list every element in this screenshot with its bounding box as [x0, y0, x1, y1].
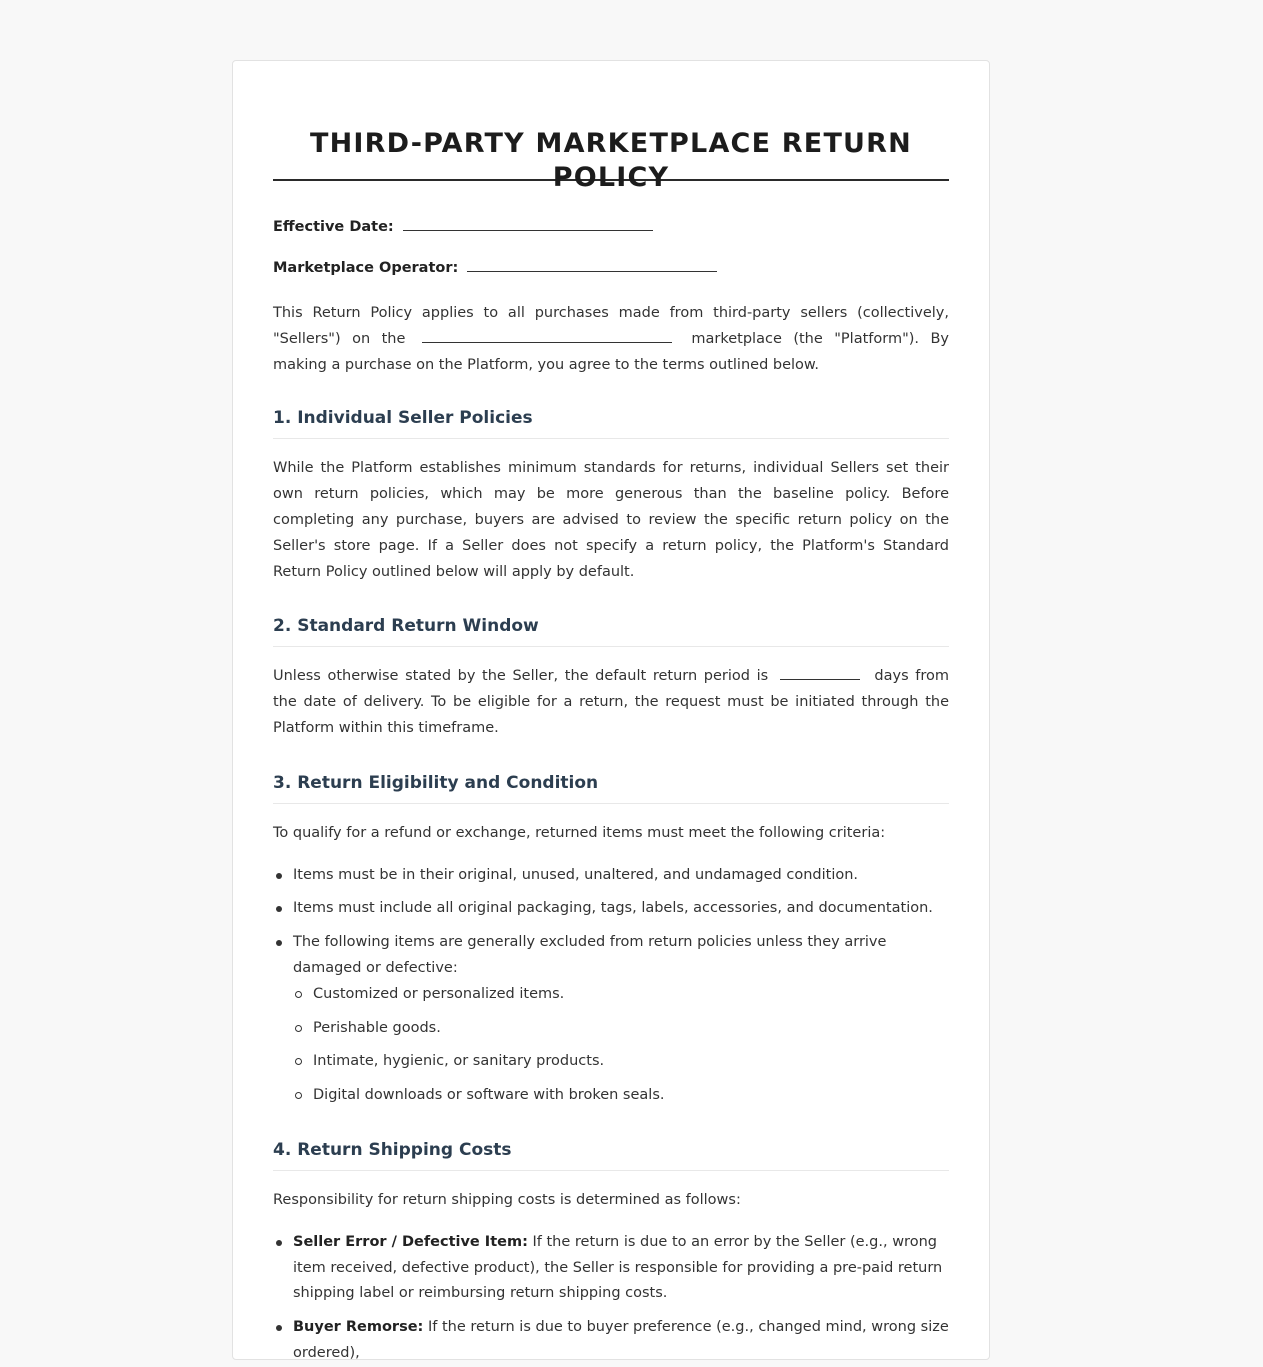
sublist-item-text: Intimate, hygienic, or sanitary products. [313, 1053, 605, 1070]
section-1-body: While the Platform establishes minimum standards for returns, individual Sellers set their own return policies, which may be more generous than the baseline policy. Before completing any purchase, buyers are advised to review the specific return policy on the Seller's store page. If a Seller does not specify a return policy, the Platform's Standard Return Policy outlined below will apply by default. [273, 460, 949, 580]
circle-bullet-icon [295, 1058, 302, 1065]
bullet-icon [276, 873, 282, 879]
circle-bullet-icon [295, 1092, 302, 1099]
bullet-icon [276, 940, 282, 946]
document-title: THIRD-PARTY MARKETPLACE RETURN POLICY [310, 128, 912, 193]
section-2-body [273, 664, 949, 741]
intro-text-part2: marketplace (the "Platform"). By making a purchase on the Platform, you agree to the terms outlined below. [273, 330, 950, 373]
circle-bullet-icon [295, 1025, 302, 1032]
bullet-icon [276, 1325, 282, 1331]
sublist-item-text: Customized or personalized items. [313, 985, 565, 1002]
return-days-blank[interactable] [780, 679, 860, 680]
list-item [273, 1315, 949, 1367]
list-item-text: Items must be in their original, unused, unaltered, and undamaged condition. [293, 866, 859, 883]
sublist-item-text: Digital downloads or software with broken seals. [313, 1087, 665, 1104]
effective-date-field [273, 215, 949, 235]
bullet-icon [276, 906, 282, 912]
section-1-heading: 1. Individual Seller Policies [273, 407, 949, 439]
sublist-item [293, 1083, 949, 1109]
list-item-text: The following items are generally excluded from return policies unless they arrive damaged or defective: [293, 934, 887, 976]
list-item-text: If the return is due to buyer preference (e.g., changed mind, wrong size ordered), [293, 1319, 949, 1361]
shipping-costs-list [273, 1230, 949, 1367]
section-3-intro: To qualify for a refund or exchange, returned items must meet the following criteria: [273, 824, 886, 841]
bullet-icon [276, 1240, 282, 1246]
marketplace-name-blank[interactable] [422, 342, 672, 343]
effective-date-label: Effective Date: [273, 219, 394, 235]
sublist-item [293, 982, 949, 1008]
circle-bullet-icon [295, 991, 302, 998]
list-item-text: If the return is due to an error by the Seller (e.g., wrong item received, defective product), the Seller is responsible for providing a pre-paid return shipping label or reimbursing return shipping costs. [293, 1233, 943, 1302]
sublist-item [293, 1049, 949, 1075]
section-2-heading: 2. Standard Return Window [273, 615, 949, 647]
return-window-text-part1: Unless otherwise stated by the Seller, the default return period is [273, 668, 769, 685]
section-3-heading: 3. Return Eligibility and Condition [273, 772, 949, 804]
section-4-heading: 4. Return Shipping Costs [273, 1139, 949, 1171]
list-item [273, 896, 949, 922]
marketplace-operator-label: Marketplace Operator: [273, 260, 459, 276]
sublist-item [293, 1016, 949, 1042]
excluded-items-list [293, 982, 949, 1109]
sublist-item-text: Perishable goods. [313, 1019, 441, 1036]
list-item-text: Items must include all original packaging, tags, labels, accessories, and documentation. [293, 900, 933, 917]
list-item [273, 930, 949, 1109]
list-item-lead: Seller Error / Defective Item: [293, 1233, 528, 1250]
effective-date-blank[interactable] [403, 229, 653, 231]
marketplace-operator-blank[interactable] [467, 270, 717, 272]
marketplace-operator-field [273, 256, 949, 276]
document-page [232, 60, 990, 1360]
section-4-intro: Responsibility for return shipping costs is determined as follows: [273, 1191, 741, 1208]
return-window-text-part2: days from the date of delivery. To be eligible for a return, the request must be initiated through the Platform within this timeframe. [273, 668, 950, 736]
list-item-lead: Buyer Remorse: [293, 1319, 424, 1336]
list-item [273, 863, 949, 889]
eligibility-list [273, 863, 949, 1109]
intro-paragraph [273, 301, 949, 378]
intro-text-part1: This Return Policy applies to all purchases made from third-party sellers (collectively, "Sellers") on the [273, 305, 949, 347]
